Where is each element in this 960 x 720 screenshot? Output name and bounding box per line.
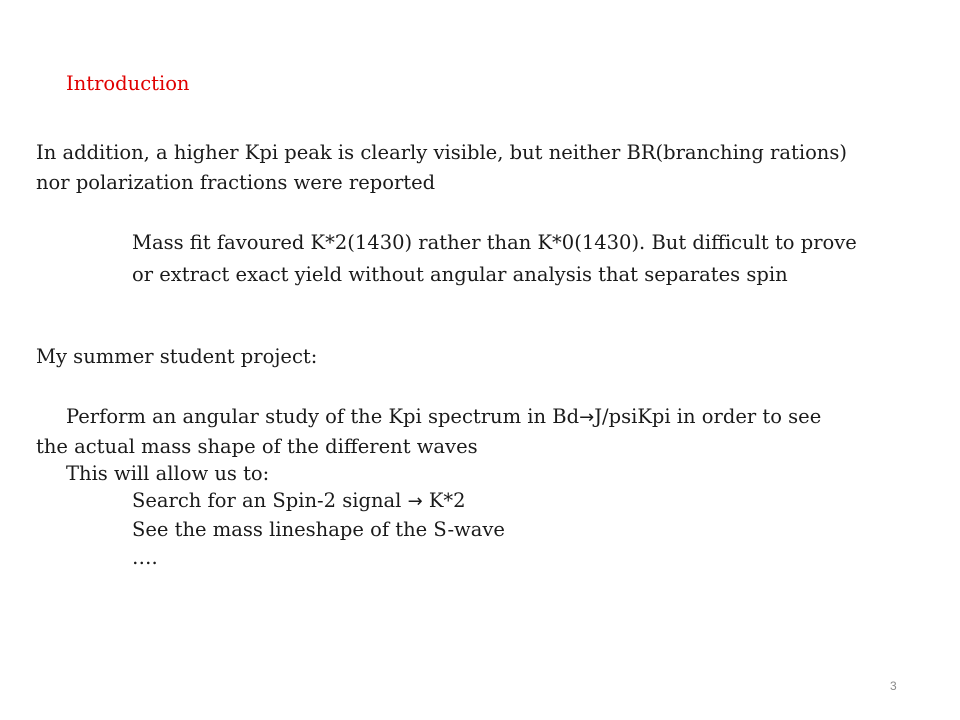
slide-number: 3 xyxy=(890,679,897,693)
right-arrow-icon: → xyxy=(579,407,595,428)
allow-line: This will allow us to: xyxy=(66,462,270,485)
item-spin2-target: K*2 xyxy=(422,489,466,512)
perform-text-after: J/psiKpi in order to see xyxy=(594,405,822,428)
perform-text-before: Perform an angular study of the Kpi spectrum in Bd xyxy=(66,405,580,428)
item-lineshape: See the mass lineshape of the S-wave xyxy=(132,518,505,541)
mass-fit-line-1: Mass fit favoured K*2(1430) rather than K*0(1430). But difficult to prove xyxy=(132,231,857,254)
item-ellipsis: …. xyxy=(132,546,158,569)
item-spin2-text: Search for an Spin-2 signal xyxy=(132,489,408,512)
project-heading: My summer student project: xyxy=(36,345,318,368)
intro-line-1: In addition, a higher Kpi peak is clearly visible, but neither BR(branching rations) xyxy=(36,141,847,164)
item-spin2 xyxy=(132,489,466,514)
intro-line-2: nor polarization fractions were reported xyxy=(36,171,436,194)
perform-line-1 xyxy=(66,405,821,430)
perform-line-2: the actual mass shape of the different waves xyxy=(36,435,478,458)
mass-fit-line-2: or extract exact yield without angular analysis that separates spin xyxy=(132,263,788,286)
right-arrow-icon: → xyxy=(407,491,423,512)
slide-title: Introduction xyxy=(66,72,190,95)
